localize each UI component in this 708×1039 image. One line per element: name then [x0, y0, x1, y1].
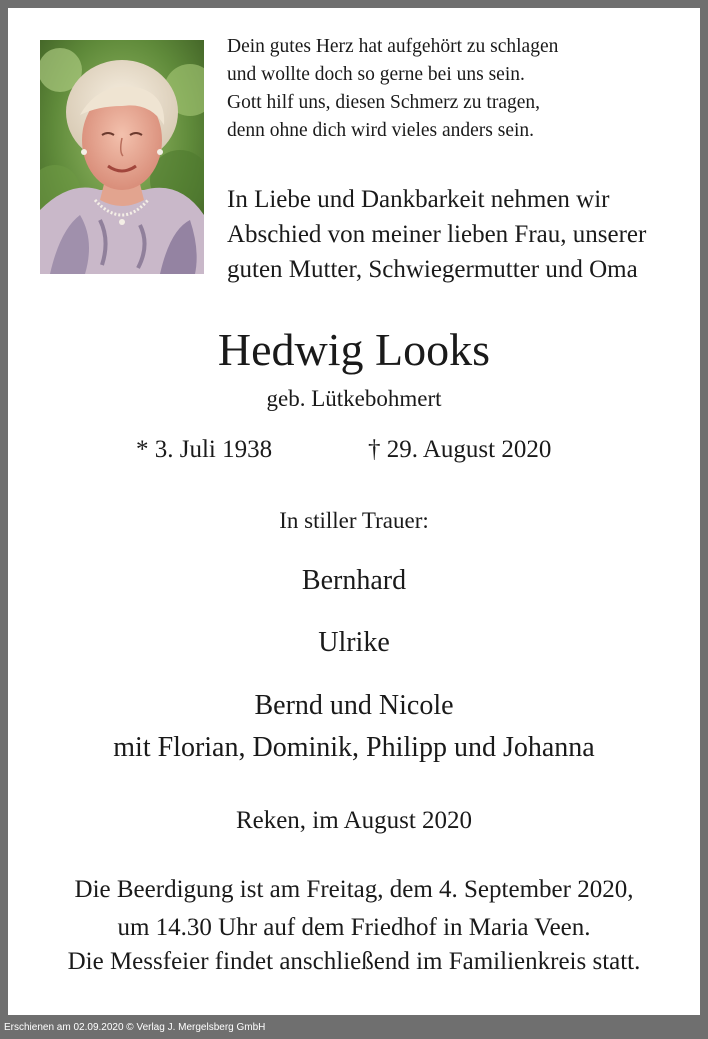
birth-date: * 3. Juli 1938	[136, 436, 273, 463]
intro-line: guten Mutter, Schwiegermutter und Oma	[227, 256, 638, 283]
poem-line: Gott hilf uns, diesen Schmerz zu tragen,	[227, 92, 540, 113]
portrait-photo	[40, 40, 204, 274]
mourning-heading: In stiller Trauer:	[279, 508, 429, 533]
intro-line: Abschied von meiner lieben Frau, unserer	[227, 221, 647, 248]
mourner-name: mit Florian, Dominik, Philipp und Johanna	[113, 732, 595, 763]
place-date: Reken, im August 2020	[235, 807, 473, 834]
poem-line: denn ohne dich wird vieles anders sein.	[227, 120, 535, 141]
publication-footer: Erschienen am 02.09.2020 © Verlag J. Mergelsberg GmbH	[4, 1022, 266, 1033]
farewell-intro	[227, 182, 697, 287]
funeral-info-line: um 14.30 Uhr auf dem Friedhof in Maria Veen.	[117, 914, 591, 941]
intro-line: In Liebe und Dankbarkeit nehmen wir	[227, 186, 610, 213]
mourner-name: Ulrike	[318, 627, 390, 658]
funeral-info-line: Die Beerdigung ist am Freitag, dem 4. September 2020,	[74, 876, 634, 903]
death-date: † 29. August 2020	[368, 436, 552, 463]
memorial-poem	[227, 33, 697, 145]
funeral-info-line: Die Messfeier findet anschließend im Familienkreis statt.	[67, 948, 641, 975]
deceased-name: Hedwig Looks	[217, 324, 491, 375]
mourner-name: Bernhard	[301, 565, 407, 596]
poem-line: und wollte doch so gerne bei uns sein.	[227, 64, 525, 85]
poem-line: Dein gutes Herz hat aufgehört zu schlagen	[227, 36, 559, 57]
birth-name: geb. Lütkebohmert	[266, 386, 442, 411]
mourner-name: Bernd und Nicole	[254, 690, 454, 721]
obituary-card	[8, 8, 700, 1015]
